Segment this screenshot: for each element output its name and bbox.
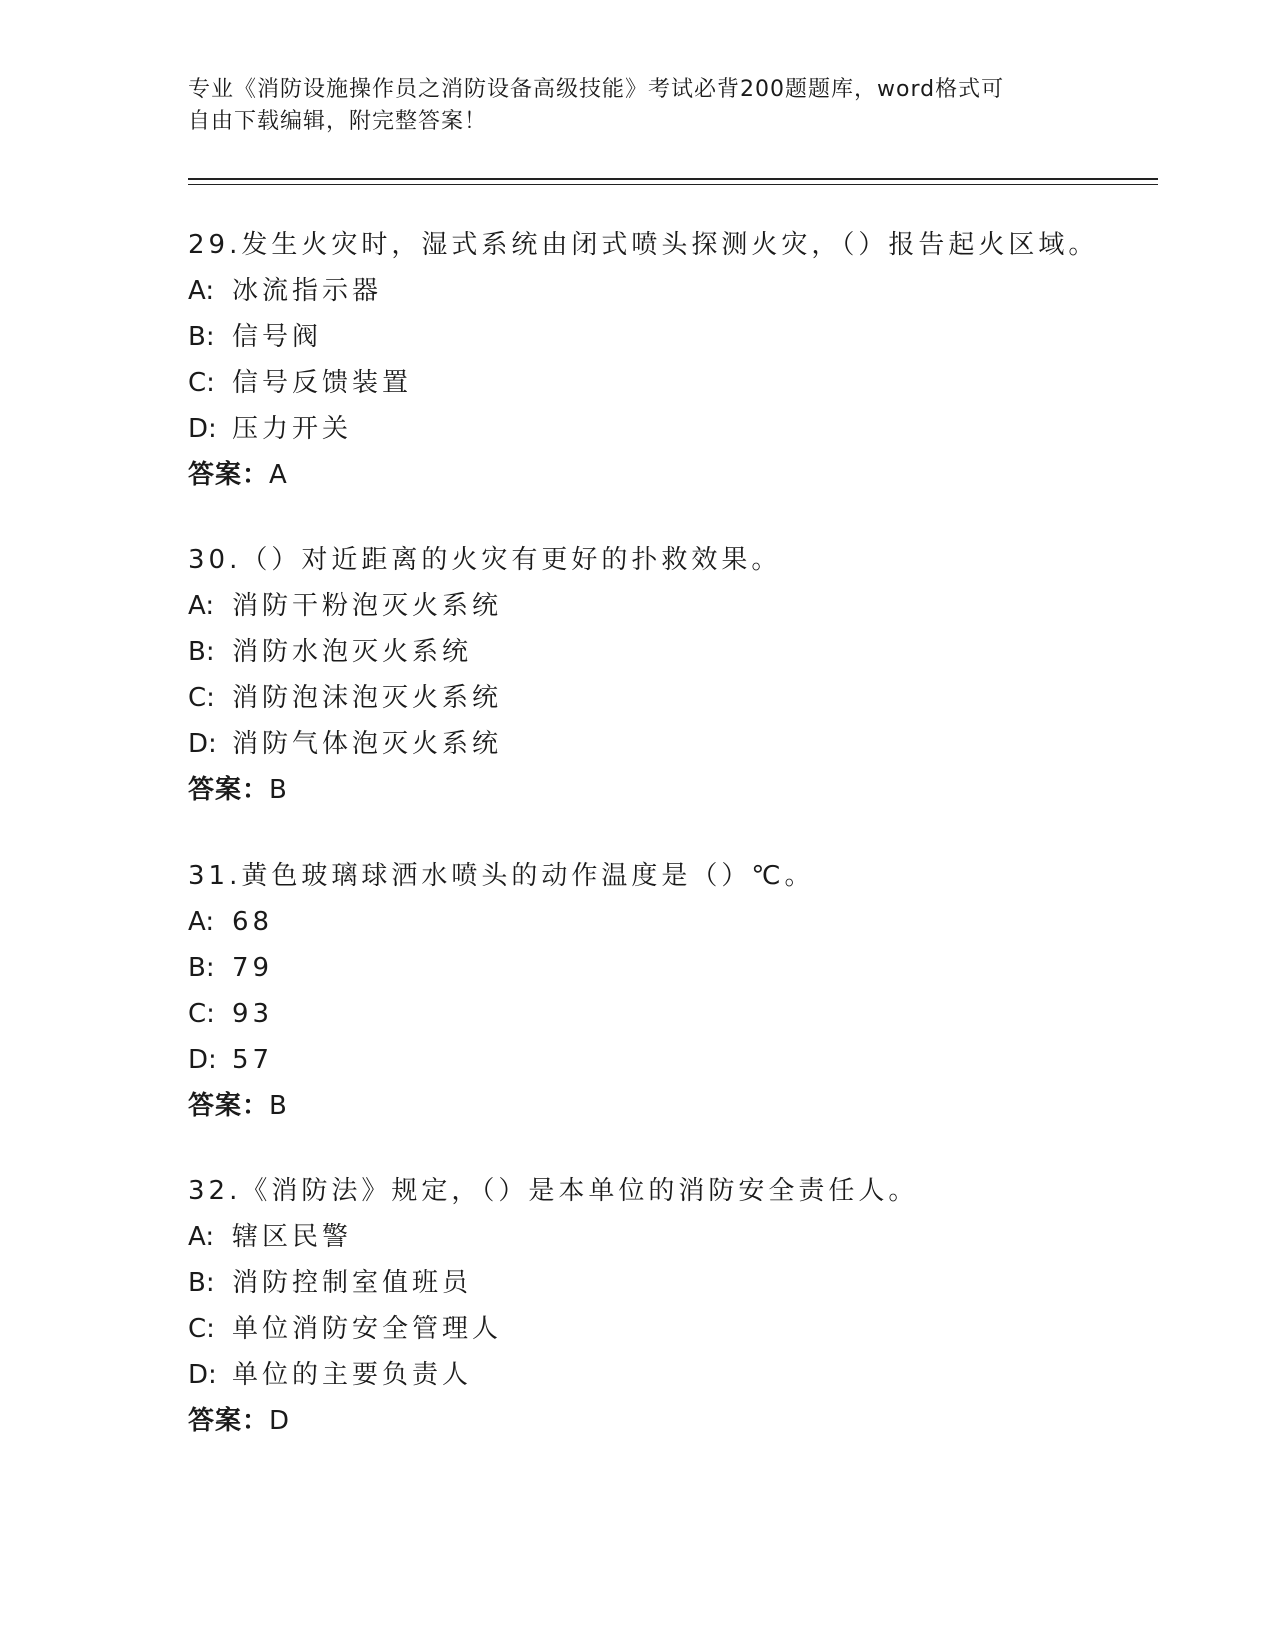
answer-label: 答案： [188,1406,270,1436]
question-block [188,859,1188,1135]
option-b [188,320,1188,366]
answer-value: B [269,775,288,805]
option-letter: A: [188,591,215,621]
option-letter: D: [188,414,217,444]
question-stem: 30.（）对近距离的火灾有更好的扑救效果。 [188,545,782,575]
option-letter: D: [188,729,217,759]
option-text: 信号反馈装置 [232,368,413,398]
header-divider-thick [188,178,1158,180]
answer-label: 答案： [188,460,270,490]
question-stem: 29.发生火灾时，湿式系统由闭式喷头探测火灾，（）报告起火区域。 [188,230,1099,260]
option-text: 辖区民警 [232,1222,353,1252]
option-text: 57 [232,1045,274,1075]
option-letter: B: [188,1268,215,1298]
question-block [188,543,1188,819]
answer-line [188,458,1188,504]
option-text: 93 [232,999,274,1029]
header-line-2: 自由下载编辑，附完整答案！ [188,109,488,134]
answer-line [188,1089,1188,1135]
option-text: 消防水泡灭火系统 [232,637,473,667]
option-text: 消防气体泡灭火系统 [232,729,503,759]
answer-value: A [269,460,288,490]
option-c [188,997,1188,1043]
option-letter: C: [188,683,215,713]
option-letter: C: [188,1314,215,1344]
header-line-1: 专业《消防设施操作员之消防设备高级技能》考试必背200题题库，word格式可 [188,77,1005,102]
option-a [188,589,1188,635]
option-c [188,366,1188,412]
answer-value: B [269,1091,288,1121]
option-c [188,681,1188,727]
answer-label: 答案： [188,1091,270,1121]
option-text: 消防干粉泡灭火系统 [232,591,503,621]
option-d [188,412,1188,458]
option-b [188,951,1188,997]
option-text: 冰流指示器 [232,276,383,306]
question-block [188,1174,1188,1450]
option-text: 消防泡沫泡灭火系统 [232,683,503,713]
option-text: 68 [232,907,274,937]
answer-line [188,773,1188,819]
option-text: 信号阀 [232,322,323,352]
option-letter: B: [188,637,215,667]
option-a [188,1220,1188,1266]
option-letter: B: [188,322,215,352]
option-text: 79 [232,953,274,983]
question-stem: 32.《消防法》规定，（）是本单位的消防安全责任人。 [188,1176,919,1206]
option-letter: B: [188,953,215,983]
option-letter: C: [188,999,215,1029]
option-letter: D: [188,1045,217,1075]
answer-label: 答案： [188,775,270,805]
option-text: 消防控制室值班员 [232,1268,473,1298]
option-d [188,1043,1188,1089]
header-divider-thin [188,184,1158,185]
option-d [188,727,1188,773]
option-text: 单位消防安全管理人 [232,1314,503,1344]
answer-value: D [269,1406,291,1436]
question-stem: 31.黄色玻璃球洒水喷头的动作温度是（）℃。 [188,861,815,891]
option-b [188,1266,1188,1312]
option-letter: D: [188,1360,217,1390]
option-text: 单位的主要负责人 [232,1360,473,1390]
option-letter: A: [188,276,215,306]
option-a [188,905,1188,951]
option-text: 压力开关 [232,414,353,444]
answer-line [188,1404,1188,1450]
option-a [188,274,1188,320]
document-header [188,74,1068,138]
option-letter: C: [188,368,215,398]
question-block [188,228,1188,504]
option-c [188,1312,1188,1358]
option-b [188,635,1188,681]
option-letter: A: [188,907,215,937]
option-letter: A: [188,1222,215,1252]
option-d [188,1358,1188,1404]
